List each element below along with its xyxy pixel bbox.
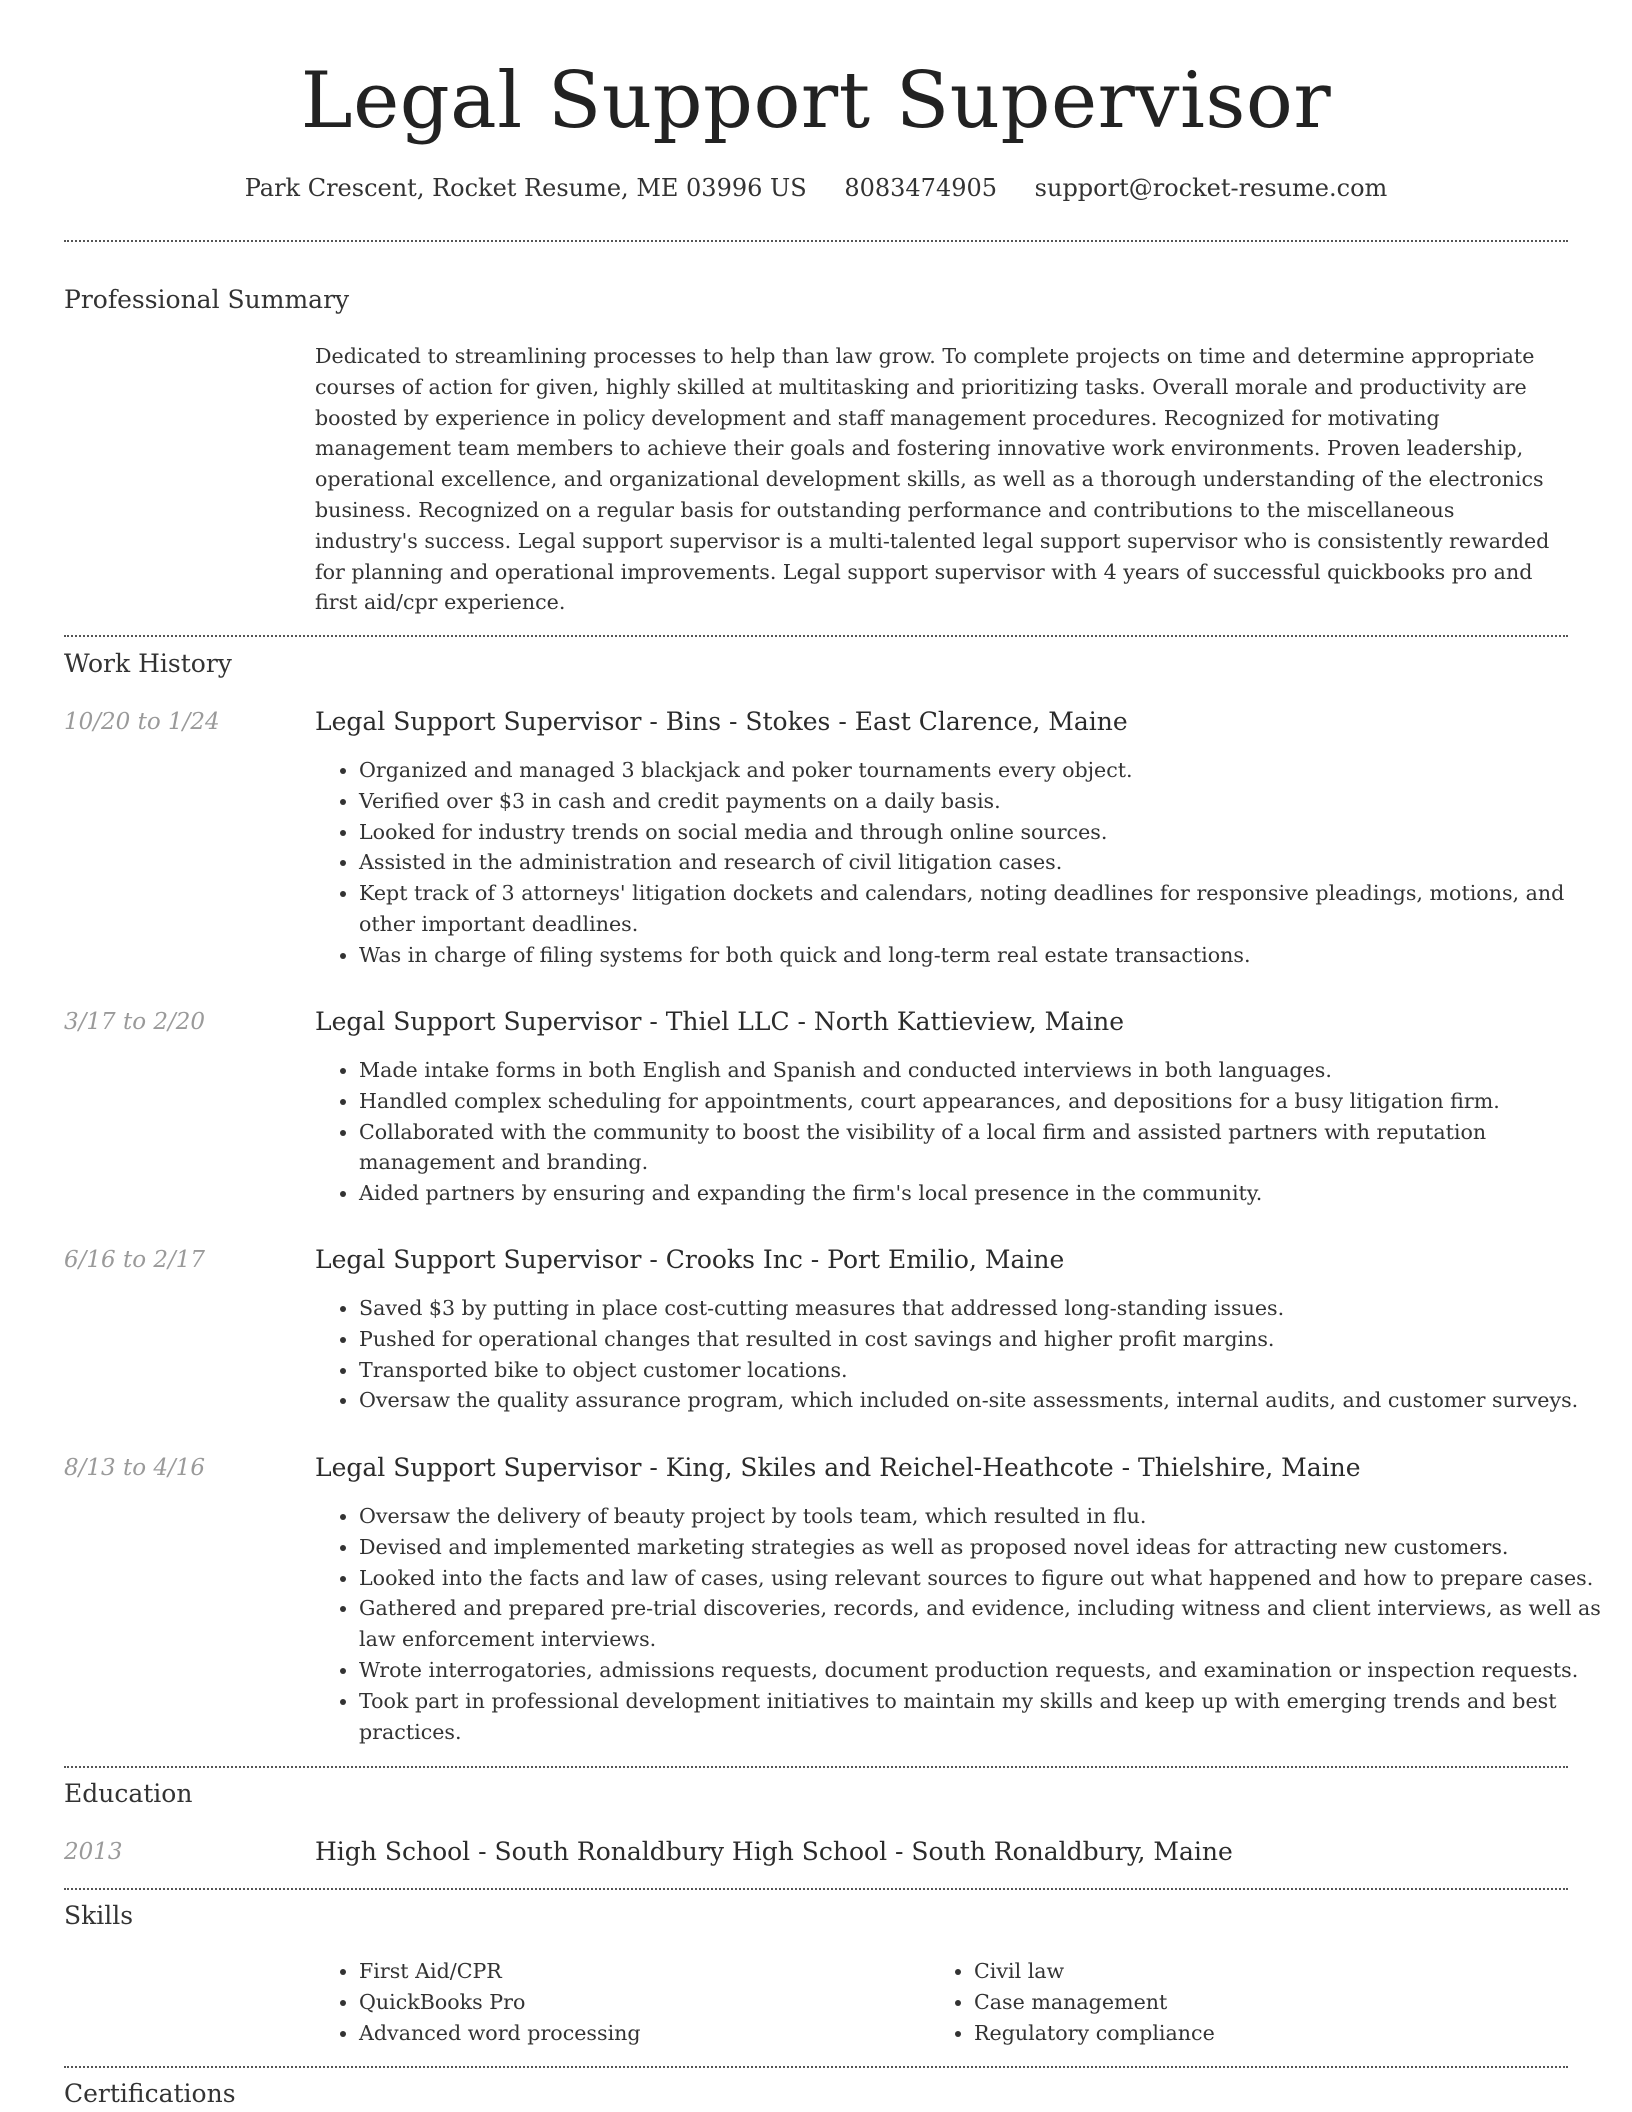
section-title-summary: Professional Summary xyxy=(64,285,350,314)
contact-email: support@rocket-resume.com xyxy=(1034,174,1388,202)
list-item: • Oversaw the quality assurance program, which included on-site assessments, internal audits, and customer surveys. xyxy=(359,1385,1609,1416)
job-dates: 10/20 to 1/24 xyxy=(64,709,220,735)
divider xyxy=(64,635,1568,637)
list-item: • Handled complex scheduling for appointments, court appearances, and depositions for a busy litigation firm. xyxy=(359,1086,1609,1117)
job-bullets xyxy=(315,755,1609,971)
divider xyxy=(64,1766,1568,1768)
job-dates: 3/17 to 2/20 xyxy=(64,1009,206,1035)
job-bullets xyxy=(315,1055,1609,1209)
section-title-work-history: Work History xyxy=(64,649,232,678)
job-dates: 6/16 to 2/17 xyxy=(64,1247,206,1273)
list-item: • Organized and managed 3 blackjack and poker tournaments every object. xyxy=(359,755,1609,786)
list-item: • Made intake forms in both English and Spanish and conducted interviews in both languages. xyxy=(359,1055,1609,1086)
candidate-name: Legal Support Supervisor xyxy=(300,56,1332,146)
section-title-skills: Skills xyxy=(64,1901,134,1930)
list-item: • Devised and implemented marketing strategies as well as proposed novel ideas for attracting new customers. xyxy=(359,1532,1609,1563)
skill-item: • Case management xyxy=(974,1987,1534,2018)
job-bullets xyxy=(315,1293,1609,1416)
skill-item: • First Aid/CPR xyxy=(359,1956,919,1987)
job-bullets xyxy=(315,1501,1609,1747)
job-heading: Legal Support Supervisor - Crooks Inc - Port Emilio, Maine xyxy=(315,1245,1065,1274)
list-item: • Was in charge of filing systems for both quick and long-term real estate transactions. xyxy=(359,940,1609,971)
contact-line xyxy=(0,168,1632,208)
divider xyxy=(64,1888,1568,1890)
list-item: • Verified over $3 in cash and credit payments on a daily basis. xyxy=(359,786,1609,817)
skill-item: • Advanced word processing xyxy=(359,2018,919,2049)
list-item: • Gathered and prepared pre-trial discoveries, records, and evidence, including witness and client interviews, as well as law enforcement interviews. xyxy=(359,1593,1609,1655)
list-item: • Pushed for operational changes that resulted in cost savings and higher profit margins. xyxy=(359,1324,1609,1355)
list-item: • Kept track of 3 attorneys' litigation dockets and calendars, noting deadlines for responsive pleadings, motions, and other important deadlines. xyxy=(359,878,1609,940)
contact-address: Park Crescent, Rocket Resume, ME 03996 US xyxy=(244,174,807,202)
skills-list-right xyxy=(930,1956,1534,2048)
summary-text: Dedicated to streamlining processes to help than law grow. To complete projects on time and determine appropriate courses of action for given, highly skilled at multitasking and prioritizing tasks. Overall morale and productivity are boosted by experience in policy development and staff management procedures. Recognized for motivating management team members to achieve their goals and fostering innovative work environments. Proven leadership, operational excellence, and organizational development skills, as well as a thorough understanding of the electronics business. Recognized on a regular basis for outstanding performance and contributions to the miscellaneous industry's success. Legal support supervisor is a multi-talented legal support supervisor who is consistently rewarded for planning and operational improvements. Legal support supervisor with 4 years of successful quickbooks pro and first aid/cpr experience. xyxy=(315,344,1550,615)
skill-item: • QuickBooks Pro xyxy=(359,1987,919,2018)
job-heading: Legal Support Supervisor - Thiel LLC - North Kattieview, Maine xyxy=(315,1007,1124,1036)
list-item: • Looked into the facts and law of cases, using relevant sources to figure out what happened and how to prepare cases. xyxy=(359,1563,1609,1594)
skill-item: • Civil law xyxy=(974,1956,1534,1987)
skill-item: • Regulatory compliance xyxy=(974,2018,1534,2049)
section-title-education: Education xyxy=(64,1779,193,1808)
section-title-certifications: Certifications xyxy=(64,2079,236,2108)
job-dates: 8/13 to 4/16 xyxy=(64,1455,206,1481)
education-heading: High School - South Ronaldbury High School - South Ronaldbury, Maine xyxy=(315,1837,1233,1866)
list-item: • Assisted in the administration and research of civil litigation cases. xyxy=(359,847,1609,878)
contact-phone: 8083474905 xyxy=(844,174,998,202)
list-item: • Transported bike to object customer locations. xyxy=(359,1355,1609,1386)
divider xyxy=(64,2066,1568,2068)
list-item: • Saved $3 by putting in place cost-cutting measures that addressed long-standing issues. xyxy=(359,1293,1609,1324)
list-item: • Collaborated with the community to boost the visibility of a local firm and assisted partners with reputation management and branding. xyxy=(359,1117,1609,1179)
list-item: • Took part in professional development initiatives to maintain my skills and keep up with emerging trends and best practices. xyxy=(359,1686,1609,1748)
list-item: • Wrote interrogatories, admissions requests, document production requests, and examination or inspection requests. xyxy=(359,1655,1609,1686)
job-heading: Legal Support Supervisor - King, Skiles and Reichel-Heathcote - Thielshire, Maine xyxy=(315,1453,1361,1482)
job-heading: Legal Support Supervisor - Bins - Stokes - East Clarence, Maine xyxy=(315,707,1128,736)
list-item: • Looked for industry trends on social media and through online sources. xyxy=(359,817,1609,848)
skills-list-left xyxy=(315,1956,919,2048)
list-item: • Aided partners by ensuring and expanding the firm's local presence in the community. xyxy=(359,1178,1609,1209)
education-dates: 2013 xyxy=(64,1839,123,1865)
list-item: • Oversaw the delivery of beauty project by tools team, which resulted in flu. xyxy=(359,1501,1609,1532)
divider xyxy=(64,240,1568,242)
